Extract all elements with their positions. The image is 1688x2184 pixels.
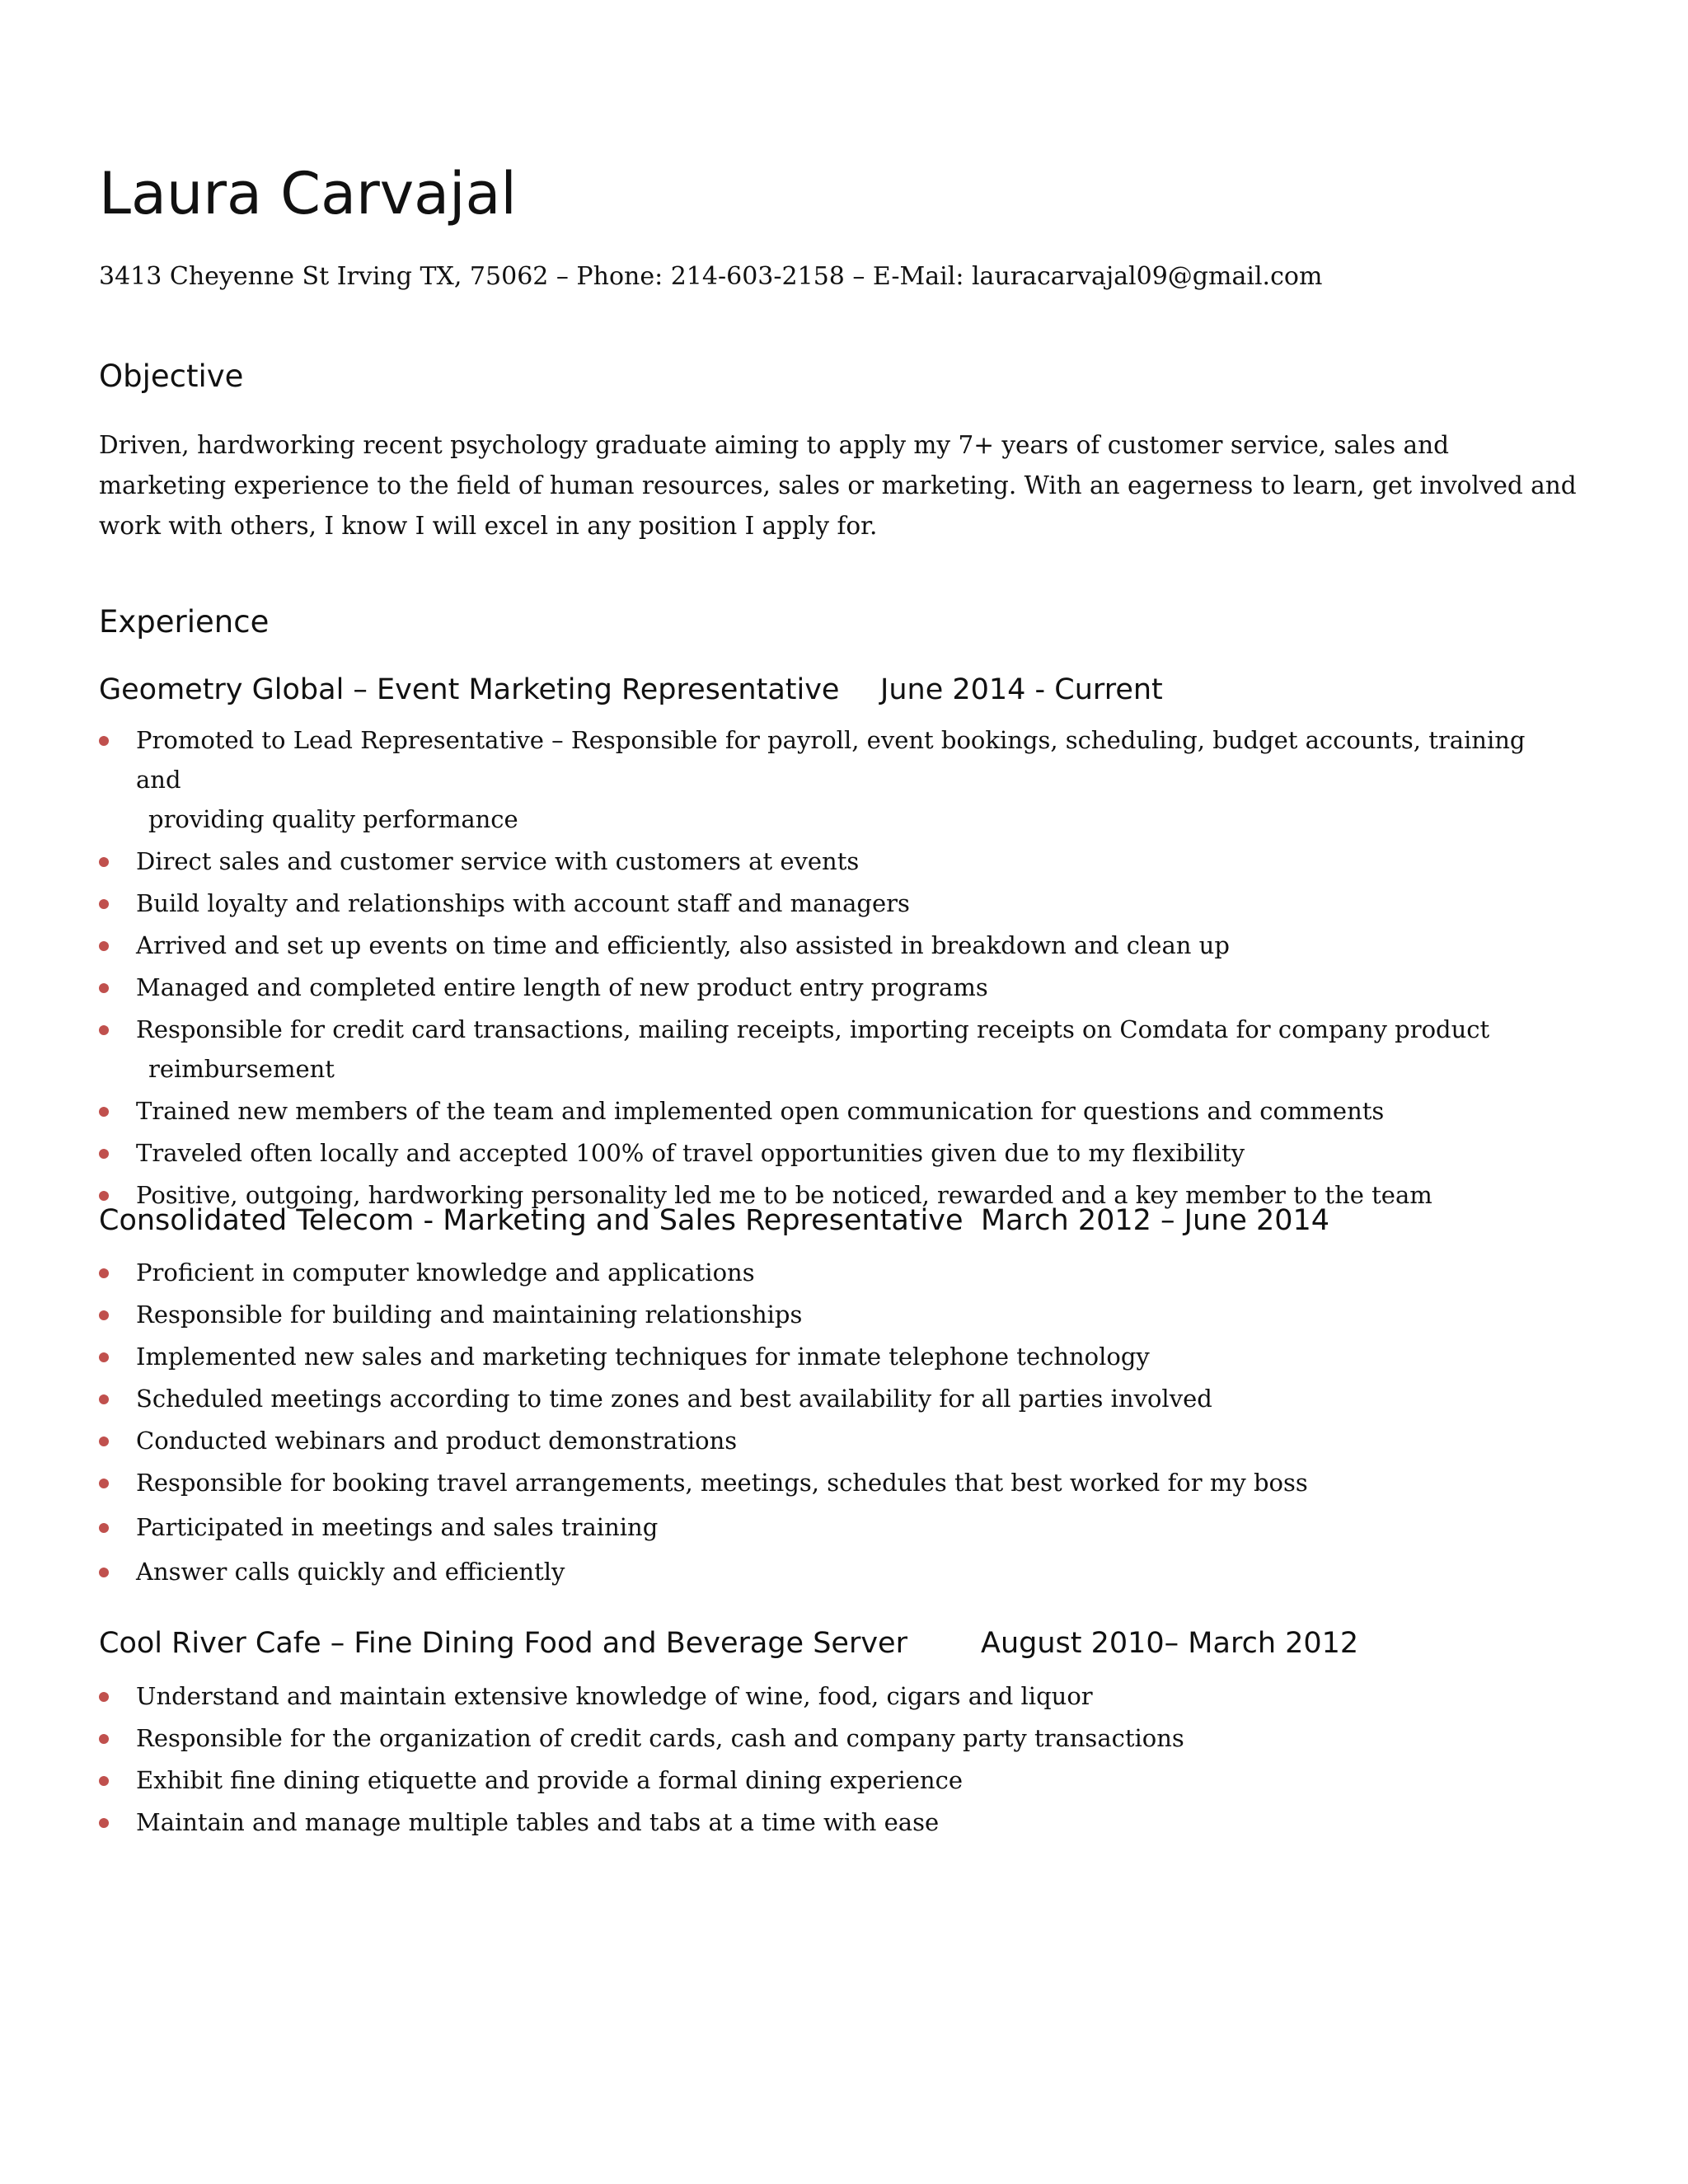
applicant-name: Laura Carvajal: [99, 160, 517, 227]
list-item: Managed and completed entire length of new product entry programs: [99, 968, 1566, 1007]
list-item: Arrived and set up events on time and efficiently, also assisted in breakdown and clean up: [99, 926, 1566, 965]
list-item: Responsible for the organization of credit cards, cash and company party transactions: [99, 1718, 1566, 1758]
list-item: Exhibit fine dining etiquette and provide a formal dining experience: [99, 1760, 1566, 1800]
job-bullet-list: [99, 1676, 1566, 1844]
bullet-icon: [99, 1523, 109, 1533]
contact-line: 3413 Cheyenne St Irving TX, 75062 – Phone: 214-603-2158 – E-Mail: lauracarvajal09@gmail.com: [99, 262, 1323, 291]
list-item: Conducted webinars and product demonstrations: [99, 1421, 1566, 1460]
bullet-icon: [99, 1776, 109, 1786]
bullet-icon: [99, 1310, 109, 1320]
objective-heading: Objective: [99, 359, 244, 394]
bullet-icon: [99, 1568, 109, 1577]
job-bullet-list: [99, 720, 1566, 1217]
list-item: Responsible for credit card transactions, mailing receipts, importing receipts on Comdata for company product reimbursement: [99, 1010, 1566, 1089]
bullet-icon: [99, 1734, 109, 1744]
bullet-icon: [99, 1818, 109, 1828]
bullet-icon: [99, 1025, 109, 1035]
bullet-icon: [99, 899, 109, 909]
list-item: Promoted to Lead Representative – Responsible for payroll, event bookings, scheduling, budget accounts, training and providing quality performance: [99, 720, 1566, 839]
list-item: Understand and maintain extensive knowledge of wine, food, cigars and liquor: [99, 1676, 1566, 1716]
bullet-icon: [99, 1479, 109, 1488]
bullet-icon: [99, 1268, 109, 1278]
job-dates: June 2014 - Current: [880, 673, 1163, 706]
bullet-icon: [99, 1436, 109, 1446]
job-title: Consolidated Telecom - Marketing and Sales Representative: [99, 1204, 964, 1237]
bullet-icon: [99, 1107, 109, 1117]
list-item: Direct sales and customer service with customers at events: [99, 841, 1566, 881]
list-item: Traveled often locally and accepted 100% of travel opportunities given due to my flexibility: [99, 1133, 1566, 1173]
job-title: Cool River Cafe – Fine Dining Food and Beverage Server: [99, 1627, 907, 1660]
list-item: Responsible for booking travel arrangements, meetings, schedules that best worked for my boss: [99, 1463, 1566, 1502]
bullet-icon: [99, 857, 109, 867]
list-item: Implemented new sales and marketing techniques for inmate telephone technology: [99, 1337, 1566, 1376]
list-item: Maintain and manage multiple tables and tabs at a time with ease: [99, 1802, 1566, 1842]
list-item: Responsible for building and maintaining relationships: [99, 1295, 1566, 1334]
list-item: Positive, outgoing, hardworking personality led me to be noticed, rewarded and a key member to the team: [99, 1175, 1566, 1215]
experience-heading: Experience: [99, 604, 270, 640]
list-item: Answer calls quickly and efficiently: [99, 1552, 1566, 1591]
job-bullet-list: [99, 1253, 1566, 1594]
bullet-icon: [99, 1394, 109, 1404]
bullet-icon: [99, 983, 109, 993]
bullet-icon: [99, 1191, 109, 1201]
objective-text: Driven, hardworking recent psychology graduate aiming to apply my 7+ years of customer service, sales and marketing experience to the field of human resources, sales or marketing. With an eagerness to learn, get involved and work with others, I know I will excel in any position I apply for.: [99, 431, 1577, 540]
bullet-icon: [99, 736, 109, 746]
bullet-icon: [99, 1149, 109, 1159]
job-dates: March 2012 – June 2014: [981, 1204, 1330, 1237]
list-item: Scheduled meetings according to time zones and best availability for all parties involved: [99, 1379, 1566, 1418]
list-item: Participated in meetings and sales training: [99, 1507, 1566, 1547]
bullet-icon: [99, 1352, 109, 1362]
job-dates: August 2010– March 2012: [981, 1627, 1359, 1660]
list-item: Proficient in computer knowledge and applications: [99, 1253, 1566, 1292]
job-title: Geometry Global – Event Marketing Representative: [99, 673, 840, 706]
list-item: Build loyalty and relationships with account staff and managers: [99, 883, 1566, 923]
bullet-icon: [99, 1692, 109, 1702]
bullet-icon: [99, 941, 109, 951]
list-item: Trained new members of the team and implemented open communication for questions and comments: [99, 1091, 1566, 1131]
